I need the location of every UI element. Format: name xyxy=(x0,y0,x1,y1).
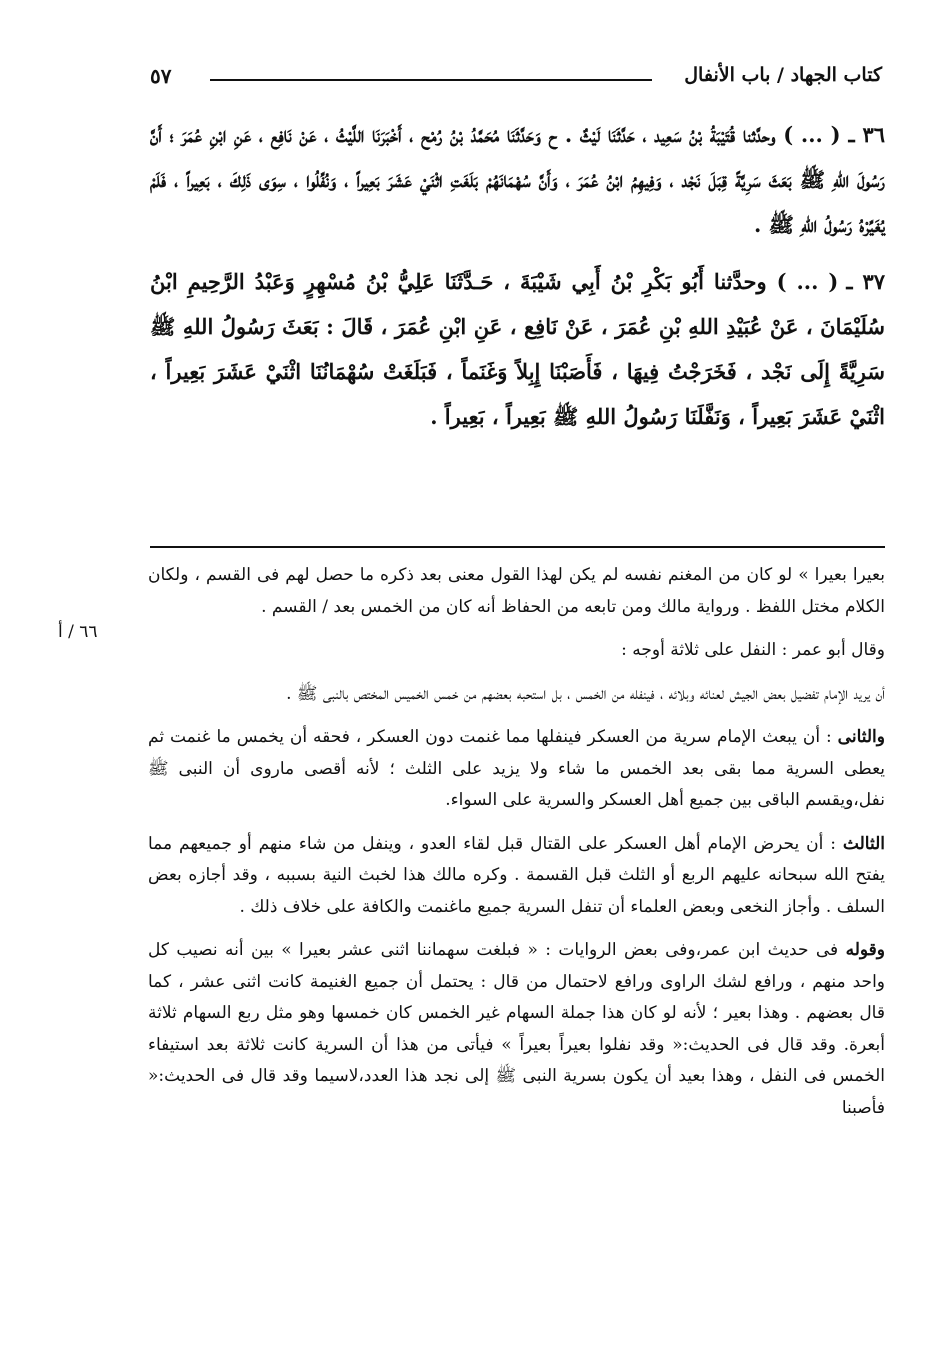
commentary-paragraph xyxy=(148,635,885,667)
section-divider xyxy=(150,546,885,548)
paragraph-text: : أن يحرض الإمام أهل العسكر على القتال قبل لقاء العدو ، وينفل من شاء منهم أو جميعهم مما يفتح الله سبحانه عليهم الربع أو الثلث قبل القسمة . وكره مالك هذا لخبث النية بسببه ، وقد أجازه بعض السلف . وأجاز النخعى وبعض العلماء أن تنفل السرية جميع ماغنمت والكافة على خلاف ذلك . xyxy=(148,833,885,917)
paragraph-lead: وقوله xyxy=(845,940,886,960)
commentary-paragraph xyxy=(148,935,885,1124)
running-header xyxy=(150,62,882,96)
commentary-paragraph xyxy=(148,829,885,924)
paragraph-text: أن يريد الإمام تفضيل بعض الجيش لعنائه وبلائه ، فينفله من الخمس ، بل استحبه بعضهم من خمس الخميس المختص بالنبى ﷺ . xyxy=(286,683,885,704)
hadith-text: ( ... ) وحدَّثنا أَبُو بَكْرِ بْنُ أَبِي شَيْبَةَ ، حَـدَّثَنَا عَلِيُّ بْنُ مُسْهِرٍ وَعَبْدُ الرَّحِيمِ ابْنُ سُلَيْمَانَ ، عَنْ عُبَيْدِ اللهِ بْنِ عُمَرَ ، عَنْ نَافِع ، عَنِ ابْنِ عُمَرَ ، قَالَ : بَعَثَ رَسُولُ اللهِ ﷺ سَرِيَّةً إِلَى نَجْد ، فَخَرَجْتُ فِيهَا ، فَأَصَبْنَا إِبِلاً وَغَنَماً ، فَبَلَغَتْ سُهْمَانُنَا اثْنَيْ عَشَرَ بَعِيراً ، اثْنَيْ عَشَرَ بَعِيراً ، وَنَفَّلَنَا رَسُولُ اللهِ ﷺ بَعِيراً ، بَعِيراً . xyxy=(150,269,885,429)
commentary-section xyxy=(148,560,885,1136)
paragraph-text: فى حديث ابن عمر،وفى بعض الروايات : « فبلغت سهماننا اثنى عشر بعيرا » بين أنه نصيب كل واحد منهم ، ورافع لشك الراوى ورافع لاحتمال من قال : يحتمل أن جميع الغنيمة كانت اثنى عشر ، كما قال بعضهم . وهذا بعير ؛ لأنه لو كان هذا جملة السهام غير الخمس كان خمسها وهو مثل ربع السهام ثلاثة أبعرة. وقد قال فى الحديث:« وقد نفلوا بعيراً بعيراً » فيأتى من هذا أن السرية كانت ثلاثة بعد استيفاء الخمس فى النفل ، وهذا بعيد أن يكون بسرية النبى ﷺ إلى نجد هذا العدد،لاسيما وقد قال فى الحديث:« فأصبنا xyxy=(148,940,886,1118)
hadith-section xyxy=(150,112,885,451)
paragraph-text: وقال أبو عمر : النفل على ثلاثة أوجه : xyxy=(621,640,885,660)
commentary-paragraph xyxy=(148,722,885,817)
hadith-text: ( ... ) وحدَّثنا قُتَيْبَةُ بْنُ سَعِيد ، حَدَّثَنَا لَيْثٌ . ح وَحَدَّثَنَا مُحَمَّدُ بْنُ رُمْح ، أَخْبَرَنَا اللَّيْثُ ، عَنْ نَافِع ، عَنِ ابْنِ عُمَرَ ؛ أَنَّ رَسُولَ اللهِ ﷺ بَعَثَ سَرِيَّةً قِبَلَ نَجْد ، وَفِيهِمُ ابْنُ عُمَرَ ، وَأَنَّ سُهْمَانَهُمْ بَلَغَتِ اثْنَيْ عَشَرَ بَعِيراً ، وَنُفِّلُوا ، سِوَى ذَلِكَ ، بَعِيراً ، فَلَمْ يُغَيِّرْهُ رَسُولُ اللهِ ﷺ . xyxy=(150,122,885,237)
paragraph-text: : أن يبعث الإمام سرية من العسكر فينفلها مما غنمت دون العسكر ، فحقه أن يخمس ما غنمت ثم يعطى السرية مما بقى بعد الخمس ما شاء ولا يزيد على الثلث ؛ لأنه أقصى ماروى أن النبى ﷺ نفل،ويقسم الباقى بين جميع أهل العسكر والسرية على السواء. xyxy=(148,727,885,810)
paragraph-text: بعيرا بعيرا » لو كان من المغنم نفسه لم يكن لهذا القول معنى بعد ذكره ما حصل لهم فى القسم ، ولكان الكلام مختل اللفظ . ورواية مالك ومن تابعه من الحفاظ أنه كان من الخمس بعد / القسم . xyxy=(148,565,885,617)
paragraph-lead: الثالث xyxy=(842,833,886,854)
chapter-title: كتاب الجهاد / باب الأنفال xyxy=(684,64,882,86)
hadith-36 xyxy=(150,112,885,247)
commentary-paragraph xyxy=(148,560,885,623)
hadith-37 xyxy=(150,259,885,439)
hadith-number: ٣٧ ـ xyxy=(846,269,885,294)
paragraph-lead: والثانى xyxy=(837,727,885,747)
page-number: ٥٧ xyxy=(150,64,172,88)
manuscript-folio-note: ٦٦ / أ xyxy=(58,622,98,642)
commentary-paragraph xyxy=(148,679,885,711)
hadith-number: ٣٦ ـ xyxy=(848,122,885,147)
header-rule xyxy=(210,79,652,81)
